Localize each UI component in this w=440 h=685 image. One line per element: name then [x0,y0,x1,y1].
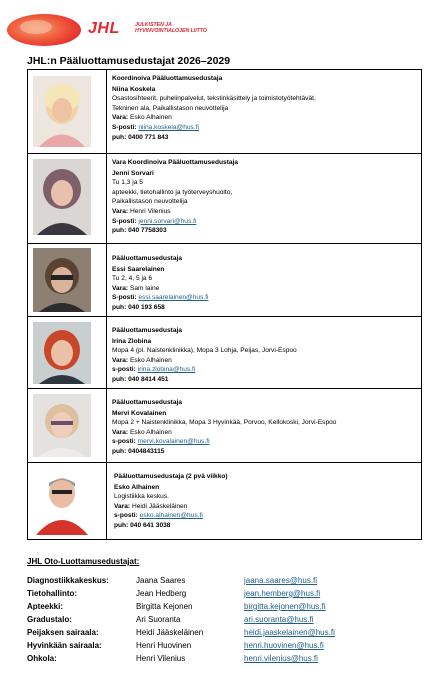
email-link[interactable]: heidi.jaaskelainen@hus.fi [244,628,335,637]
rep-phone: puh: 040 7758303 [112,227,167,235]
rep-photo [33,159,91,235]
rep-deputy: Vara: Henri Vilenius [112,207,171,215]
photo-cell [28,317,107,388]
email-link[interactable]: mervi.kovalainen@hus.fi [137,438,210,446]
rep-duty-line: Tekninen ala, Paikallistason neuvottelija [112,104,229,112]
rep-name: Mervi Kovalainen [112,409,167,417]
rep-email: S-posti: jenni.sorvari@hus.fi [112,217,197,225]
rep-info [112,398,417,457]
list-item: Tietohallinto: Jean Hedberg jean.hemberg@hus.fi [27,589,321,598]
photo-cell [28,154,107,243]
rep-name: Niina Koskela [112,85,156,93]
representatives-table [27,69,422,540]
rep-info [112,326,417,385]
rep-photo [33,469,91,535]
rep-row [28,388,421,462]
rep-name: Irina Zlobina [112,337,152,345]
email-link[interactable]: esko.alhainen@hus.fi [139,512,203,520]
rep-deputy: Vara: Esko Alhainen [112,428,172,436]
list-item: Ohkola: Henri Vilenius henri.vilenius@hus.fi [27,654,318,663]
rep-email: S-posti: essi.saarelainen@hus.fi [112,294,209,302]
rep-deputy: Vara: Esko Alhainen [112,356,172,364]
rep-phone: puh: 0404843115 [112,447,165,455]
email-link[interactable]: henri.huovinen@hus.fi [244,641,324,650]
rep-role: Vara Koordinoiva Pääluottamusedustaja [112,159,239,166]
rep-photo [33,322,91,384]
oto-list [27,574,387,665]
rep-email: S-posti: niina.koskela@hus.fi [112,123,199,131]
email-link[interactable]: niina.koskela@hus.fi [138,123,199,131]
rep-role: Pääluottamusedustaja [112,399,182,406]
rep-email: s-posti: irina.zlobina@hus.fi [112,366,196,374]
jhl-logo-icon [6,12,82,48]
rep-photo [33,394,91,457]
logo-text: JHL [88,20,120,37]
rep-deputy: Vara: Esko Alhainen [112,114,172,122]
header [0,0,440,50]
rep-deputy: Vara: Sam laine [112,284,160,292]
rep-info [112,254,417,313]
rep-row [28,316,421,388]
photo-cell [28,244,107,316]
page-title: JHL:n Pääluottamusedustajat 2026–2029 [27,55,231,67]
rep-info [112,74,417,142]
email-link[interactable]: henri.vilenius@hus.fi [244,654,318,663]
rep-role: Pääluottamusedustaja [112,255,182,262]
rep-name: Esko Alhainen [114,483,160,491]
list-item: Hyvinkään sairaala: Henri Huovinen henri.huovinen@hus.fi [27,641,324,650]
rep-info [112,158,417,236]
email-link[interactable]: irina.zlobina@hus.fi [137,366,196,374]
photo-cell [28,389,107,462]
rep-info [114,472,417,531]
email-link[interactable]: essi.saarelainen@hus.fi [138,294,209,302]
rep-deputy: Vara: Heidi Jääskeläinen [114,502,188,510]
list-item: Gradustalo: Ari Suoranta ari.suoranta@hus.fi [27,615,314,624]
photo-cell [28,70,107,153]
rep-duty-line: Mopa 4 (pl. Naistenklinikka), Mopa 3 Lohja, Peijas, Jorvi-Espoo [112,347,297,355]
rep-phone: puh: 040 8414 451 [112,375,169,383]
email-link[interactable]: jean.hemberg@hus.fi [244,589,321,598]
rep-email: s-posti: esko.alhainen@hus.fi [114,512,203,520]
rep-name: Essi Saarelainen [112,265,165,273]
list-item: Peijaksen sairaala: Heidi Jääskeläinen heidi.jaaskelainen@hus.fi [27,628,335,637]
email-link[interactable]: jaana.saares@hus.fi [244,576,318,585]
rep-role: Pääluottamusedustaja [112,327,182,334]
rep-phone: puh: 0400 771 843 [112,133,169,141]
rep-name: Jenni Sorvari [112,169,154,177]
rep-duty-line: Logistiikka keskus. [114,493,169,501]
rep-photo [33,248,91,312]
logo-subtitle: JULKISTEN JA HYVINVOINTIALOJEN LIITTO [135,22,207,34]
rep-photo [33,76,91,147]
photo-cell [28,463,107,539]
rep-row [28,70,421,153]
email-link[interactable]: birgitta.kejonen@hus.fi [244,602,326,611]
email-link[interactable]: jenni.sorvari@hus.fi [138,217,197,225]
rep-duty-line: Paikallistason neuvottelija [112,198,188,206]
list-item: Diagnostiikkakeskus: Jaana Saares jaana.saares@hus.fi [27,576,318,585]
rep-duty-line: Tu 2, 4, 5 ja 6 [112,275,153,283]
rep-row [28,153,421,243]
rep-role: Koordinoiva Pääluottamusedustaja [112,75,223,82]
rep-duty-line: apteekki, tietohallinto ja työterveyshuolto, [112,188,233,196]
rep-phone: puh: 040 641 3038 [114,521,171,529]
email-link[interactable]: ari.suoranta@hus.fi [244,615,314,624]
rep-role: Pääluottamusedustaja (2 pvä viikko) [114,473,228,480]
rep-row [28,462,421,539]
list-item: Apteekki: Birgitta Kejonen birgitta.kejonen@hus.fi [27,602,326,611]
rep-duty-line: Mopa 2 + Naistenklinikka, Mopa 3 Hyvinkää, Porvoo, Kellokoski, Jorvi-Espoo [112,419,337,427]
rep-email: s-posti: mervi.kovalainen@hus.fi [112,438,210,446]
rep-row [28,243,421,316]
oto-section-title: JHL Oto-Luottamusedustajat: [27,557,140,566]
rep-duty-line: Osastosihteerit, puhelinpalvelut, tekstinkäsittely ja toimistotyötehtävät, [112,95,316,103]
rep-phone: puh: 040 193 658 [112,303,165,311]
rep-duty-line: Tu 1,3 ja 5 [112,179,143,187]
